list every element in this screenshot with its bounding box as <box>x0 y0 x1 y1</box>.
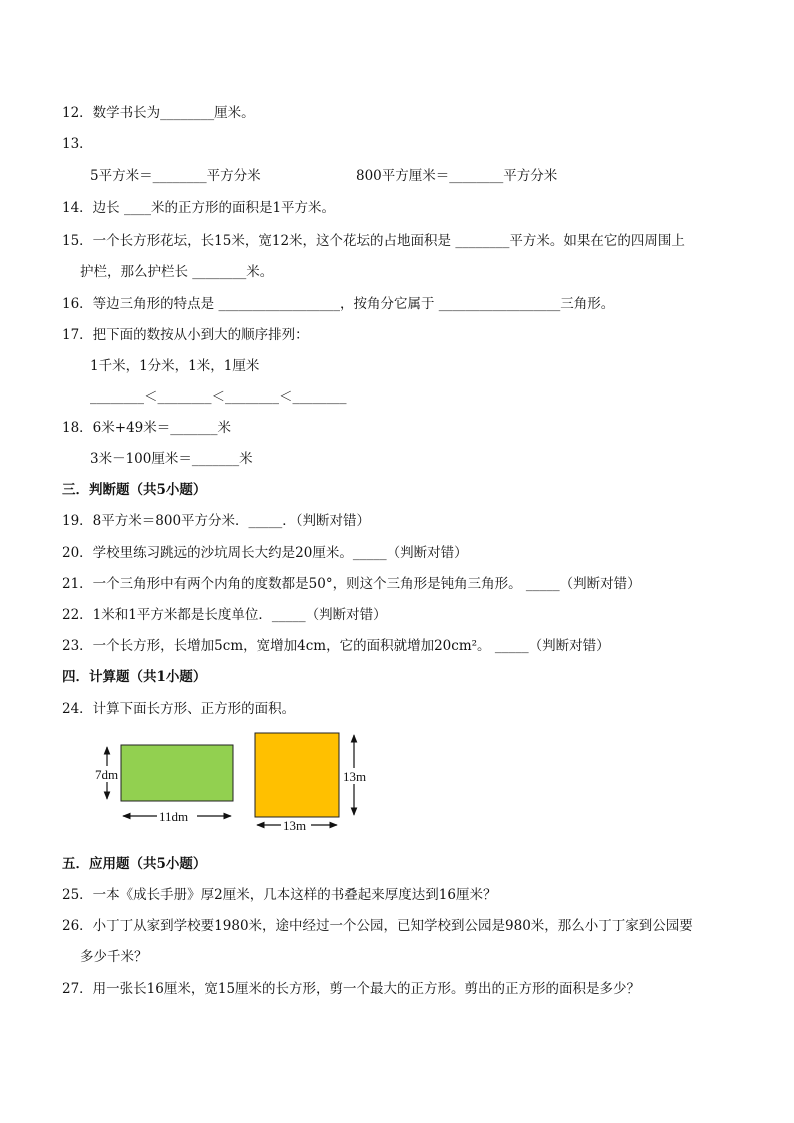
section-3-heading: 三．判断题（共5小题） <box>62 482 207 498</box>
question-13-part-a: 5平方米＝________平方分米 <box>90 168 261 184</box>
question-26-line-1: 26．小丁丁从家到学校要1980米，途中经过一个公园，已知学校到公园是980米，那么小丁丁家到公园要 <box>62 918 693 934</box>
question-13: 13． <box>62 136 93 152</box>
question-23: 23．一个长方形，长增加5cm，宽增加4cm，它的面积就增加20cm²。 _____（判断对错） <box>62 638 610 654</box>
rectangle-width-label: 11dm <box>159 809 189 824</box>
question-26-line-2: 多少千米？ <box>80 949 148 965</box>
question-18-part-a: 18．6米+49米＝_______米 <box>62 420 232 436</box>
question-24: 24．计算下面长方形、正方形的面积。 <box>62 701 296 717</box>
section-4-heading: 四．计算题（共1小题） <box>62 669 207 685</box>
question-16: 16．等边三角形的特点是 __________________，按角分它属于 __________________三角形。 <box>62 296 615 312</box>
question-15-line-2: 护栏，那么护栏长 ________米。 <box>80 264 274 280</box>
area-figure <box>95 728 385 838</box>
question-12: 12．数学书长为________厘米。 <box>62 105 255 121</box>
question-17-ordering-blanks: ________＜________＜________＜________ <box>90 389 347 405</box>
question-19: 19．8平方米＝800平方分米．_____．（判断对错） <box>62 513 371 529</box>
question-22: 22．1米和1平方米都是长度单位．_____（判断对错） <box>62 607 387 623</box>
question-18-part-b: 3米－100厘米＝_______米 <box>90 451 253 467</box>
question-17-values: 1千米，1分米，1米，1厘米 <box>90 358 260 374</box>
rectangle-height-label: 7dm <box>95 767 119 782</box>
question-25: 25．一本《成长手册》厚2厘米，几本这样的书叠起来厚度达到16厘米？ <box>62 887 497 903</box>
section-5-heading: 五．应用题（共5小题） <box>62 856 207 872</box>
question-27: 27．用一张长16厘米，宽15厘米的长方形，剪一个最大的正方形。剪出的正方形的面积是多少？ <box>62 981 641 997</box>
question-21: 21．一个三角形中有两个内角的度数都是50°，则这个三角形是钝角三角形。 _____（判断对错） <box>62 576 641 592</box>
question-20: 20．学校里练习跳远的沙坑周长大约是20厘米。_____（判断对错） <box>62 545 468 561</box>
question-17: 17．把下面的数按从小到大的顺序排列： <box>62 327 309 343</box>
square-width-label: 13m <box>283 818 307 833</box>
question-13-part-b: 800平方厘米＝________平方分米 <box>356 168 558 184</box>
question-15-line-1: 15．一个长方形花坛，长15米，宽12米，这个花坛的占地面积是 ________平方米。如果在它的四周围上 <box>62 233 685 249</box>
rectangle-shape <box>121 745 233 801</box>
square-height-label: 13m <box>343 769 367 784</box>
question-14: 14．边长 ____米的正方形的面积是1平方米。 <box>62 200 336 216</box>
square-shape <box>255 733 339 817</box>
